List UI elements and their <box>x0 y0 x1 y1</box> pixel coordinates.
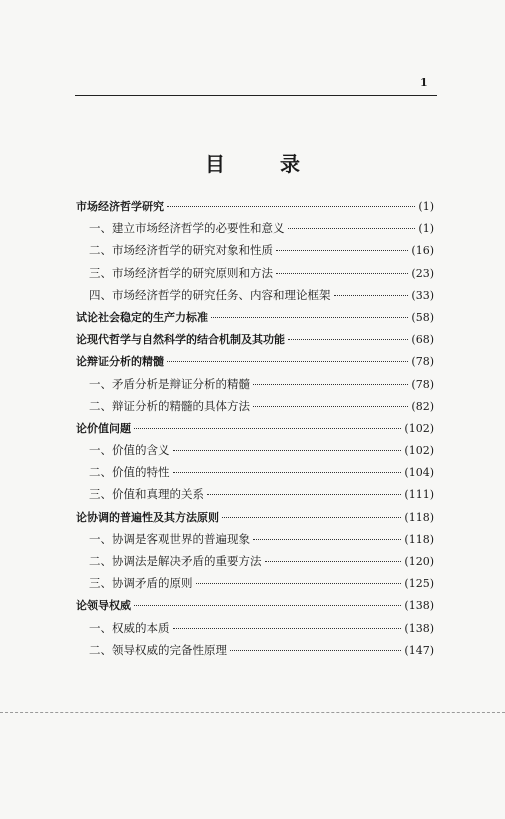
dot-leader <box>167 206 415 207</box>
toc-entry-label: 市场经济哲学研究 <box>76 200 164 213</box>
toc-entry-page: (82) <box>411 399 434 413</box>
toc-entry-page: (125) <box>404 577 434 591</box>
toc-chapter-entry[interactable] <box>76 331 434 353</box>
toc-entry-page: (102) <box>404 444 434 458</box>
toc-section-entry[interactable] <box>76 620 434 642</box>
toc-section-entry[interactable] <box>76 376 434 398</box>
dot-leader <box>173 450 402 451</box>
toc-entry-label: 二、价值的特性 <box>89 465 170 480</box>
toc-entry-page: (16) <box>411 244 434 258</box>
dot-leader <box>276 273 408 274</box>
toc-section-entry[interactable] <box>76 242 434 264</box>
toc-title: 目 录 <box>205 152 324 176</box>
toc-entry-label: 三、价值和真理的关系 <box>89 487 204 502</box>
dot-leader <box>253 539 401 540</box>
toc-entry-label: 二、辩证分析的精髓的具体方法 <box>89 398 250 413</box>
toc-section-entry[interactable] <box>76 642 434 664</box>
dot-leader <box>288 228 416 229</box>
toc-entry-label: 论领导权威 <box>76 599 131 613</box>
dot-leader <box>207 494 401 495</box>
toc-entry-label: 二、市场经济哲学的研究对象和性质 <box>89 243 273 258</box>
dot-leader <box>253 384 408 385</box>
toc-entry-page: (102) <box>404 421 434 435</box>
toc-section-entry[interactable] <box>76 464 434 486</box>
dot-leader <box>173 628 402 629</box>
toc-entry-label: 一、价值的含义 <box>89 443 170 458</box>
toc-entry-label: 三、协调矛盾的原则 <box>89 576 193 591</box>
toc-entry-page: (118) <box>404 532 434 546</box>
toc-section-entry[interactable] <box>76 531 434 553</box>
toc-entry-label: 试论社会稳定的生产力标准 <box>76 310 208 324</box>
toc-section-entry[interactable] <box>76 220 434 242</box>
dot-leader <box>230 650 401 651</box>
page-number: 1 <box>420 76 428 89</box>
toc-entry-label: 四、市场经济哲学的研究任务、内容和理论框架 <box>89 287 331 302</box>
toc-entry-label: 论协调的普遍性及其方法原则 <box>76 510 219 524</box>
toc-chapter-entry[interactable] <box>76 597 434 619</box>
toc-entry-label: 论现代哲学与自然科学的结合机制及其功能 <box>76 333 285 347</box>
toc-entry-label: 二、协调法是解决矛盾的重要方法 <box>89 554 262 568</box>
table-of-contents <box>76 198 434 664</box>
toc-section-entry[interactable] <box>76 398 434 420</box>
toc-entry-label: 论辩证分析的精髓 <box>76 355 164 369</box>
toc-entry-page: (147) <box>404 643 434 657</box>
toc-chapter-entry[interactable] <box>76 353 434 375</box>
toc-entry-page: (1) <box>418 200 434 213</box>
toc-entry-label: 一、矛盾分析是辩证分析的精髓 <box>89 376 250 391</box>
toc-entry-label: 二、领导权威的完备性原理 <box>89 642 227 657</box>
toc-entry-page: (78) <box>411 377 434 391</box>
dot-leader <box>211 317 408 318</box>
toc-entry-page: (118) <box>404 510 434 524</box>
toc-entry-page: (58) <box>411 310 434 324</box>
toc-entry-page: (1) <box>418 222 434 236</box>
toc-entry-label: 一、权威的本质 <box>89 620 170 635</box>
toc-entry-page: (138) <box>404 599 434 613</box>
dot-leader <box>134 605 401 606</box>
toc-entry-page: (138) <box>404 621 434 635</box>
toc-section-entry[interactable] <box>76 287 434 309</box>
toc-entry-page: (68) <box>411 333 434 347</box>
toc-entry-page: (120) <box>404 555 434 568</box>
dot-leader <box>134 428 401 429</box>
dot-leader <box>288 339 408 340</box>
toc-section-entry[interactable] <box>76 553 434 575</box>
toc-section-entry[interactable] <box>76 265 434 287</box>
dot-leader <box>167 361 408 362</box>
bottom-rule <box>0 712 505 713</box>
toc-chapter-entry[interactable] <box>76 509 434 531</box>
dot-leader <box>253 406 408 407</box>
toc-entry-label: 一、建立市场经济哲学的必要性和意义 <box>89 221 285 236</box>
dot-leader <box>173 472 402 473</box>
toc-entry-page: (33) <box>411 288 434 302</box>
toc-entry-page: (111) <box>404 488 434 502</box>
dot-leader <box>265 561 402 562</box>
toc-entry-page: (78) <box>411 355 434 369</box>
dot-leader <box>196 583 402 584</box>
toc-chapter-entry[interactable] <box>76 309 434 331</box>
toc-section-entry[interactable] <box>76 575 434 597</box>
dot-leader <box>276 250 408 251</box>
toc-chapter-entry[interactable] <box>76 198 434 220</box>
header-rule <box>75 95 437 96</box>
toc-entry-page: (104) <box>404 466 434 480</box>
toc-entry-label: 一、协调是客观世界的普遍现象 <box>89 531 250 546</box>
toc-section-entry[interactable] <box>76 486 434 508</box>
toc-section-entry[interactable] <box>76 442 434 464</box>
dot-leader <box>222 517 401 518</box>
dot-leader <box>334 295 409 296</box>
toc-entry-label: 三、市场经济哲学的研究原则和方法 <box>89 265 273 280</box>
toc-entry-label: 论价值问题 <box>76 421 131 435</box>
toc-entry-page: (23) <box>411 266 434 280</box>
toc-chapter-entry[interactable] <box>76 420 434 442</box>
